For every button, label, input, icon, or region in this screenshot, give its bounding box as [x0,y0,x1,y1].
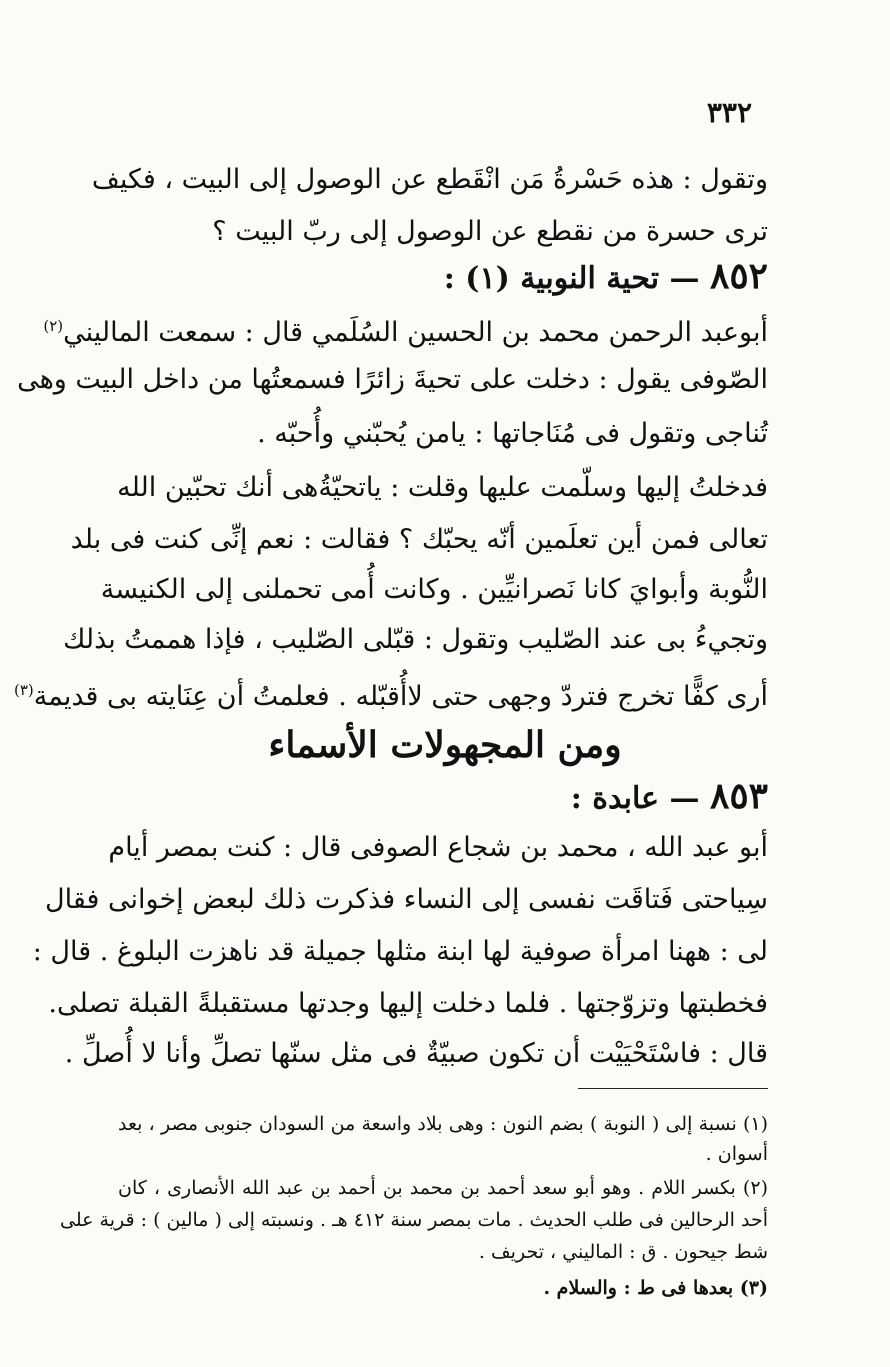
entry-853-title: — عابدة : [570,781,700,816]
entry-853-line-2: سِياحتى فَتاقَت نفسى إلى النساء فذكرت ذلك لبعض إخوانى فقال [45,884,768,915]
footnote-1-line-1: (١) نسبة إلى ( النوبة ) بضم النون : وهى بلاد واسعة من السودان جنوبى مصر ، بعد [118,1113,768,1135]
entry-852-line-2: الصّوفى يقول : دخلت على تحيةَ زائرًا فسمعتُها من داخل البيت وهى [17,364,768,395]
footnote-ref-2: (٢) [43,317,64,335]
entry-853-line-5: قال : فاسْتَحْيَيْت أن تكون صبيّةٌ فى مثل سنّها تصلِّ وأنا لا أُصلِّ . [64,1038,768,1069]
entry-852-heading [118,256,768,299]
entry-852-line-1 [43,306,768,353]
entry-852-line-8 [13,670,768,717]
intro-line-1: وتقول : هذه حَسْرةُ مَن انْقَطع عن الوصول إلى البيت ، فكيف [91,164,768,195]
footnote-ref-3: (٣) [13,681,34,699]
footnote-1-line-2: أسوان . [705,1143,768,1165]
entry-853-line-4: فخطبتها وتزوّجتها . فلما دخلت إليها وجدتها مستقبلةً القبلة تصلى. [48,988,768,1019]
entry-852-line-1-text: أبوعبد الرحمن محمد بن الحسين السُلَمي قال : سمعت الماليني [63,317,768,348]
entry-852-title: — تحية النوبية (١) : [443,261,700,296]
entry-852-line-4: فدخلتُ إليها وسلّمت عليها وقلت : ياتحيّةُهى أنك تحبّين الله [117,472,768,503]
intro-line-2: ترى حسرة من نقطع عن الوصول إلى ربّ البيت ؟ [212,216,768,247]
entry-852-line-5: تعالى فمن أين تعلَمين أنّه يحبّك ؟ فقالت : نعم إنِّى كنت فى بلد [70,524,768,555]
entry-853-number: ٨٥٣ [709,775,768,817]
footnote-2-line-1: (٢) بكسر اللام . وهو أبو سعد أحمد بن محمد بن أحمد بن عبد الله الأنصارى ، كان [118,1177,768,1199]
entry-852-line-7: وتجيءُ بى عند الصّليب وتقول : قبّلى الصّليب ، فإذا هممتُ بذلك [63,624,768,655]
footnote-3-line-1: (٣) بعدها فى ط : والسلام . [543,1277,768,1299]
entry-852-line-3: تُناجى وتقول فى مُنَاجاتها : يامن يُحبّني وأُحبّه . [257,418,768,449]
entry-852-number: ٨٥٢ [709,255,768,297]
footnote-divider [578,1088,768,1089]
section-title: ومن المجهولات الأسماء [268,724,622,766]
entry-853-line-3: لى : ههنا امرأة صوفية لها ابنة مثلها جميلة قد ناهزت البلوغ . قال : [32,936,768,967]
page-number: ٣٣٢ [706,96,752,129]
entry-852-line-8-text: أرى كفًّا تخرج فتردّ وجهى حتى لاأُقبّله . فعلمتُ أن عِنَايته بى قديمة [33,681,768,712]
footnote-2-line-3: شط جيحون . ق : الماليني ، تحريف . [478,1241,768,1263]
entry-853-line-1: أبو عبد الله ، محمد بن شجاع الصوفى قال : كنت بمصر أيام [108,832,768,863]
footnote-2-line-2: أحد الرحالين فى طلب الحديث . مات بمصر سنة ٤١٢ هـ . ونسبته إلى ( مالين ) : قرية على [60,1209,768,1231]
entry-853-heading [118,776,768,819]
entry-852-line-6: النُّوبة وأبوايَ كانا نَصرانيِّين . وكانت أُمى تحملنى إلى الكنيسة [100,574,768,605]
